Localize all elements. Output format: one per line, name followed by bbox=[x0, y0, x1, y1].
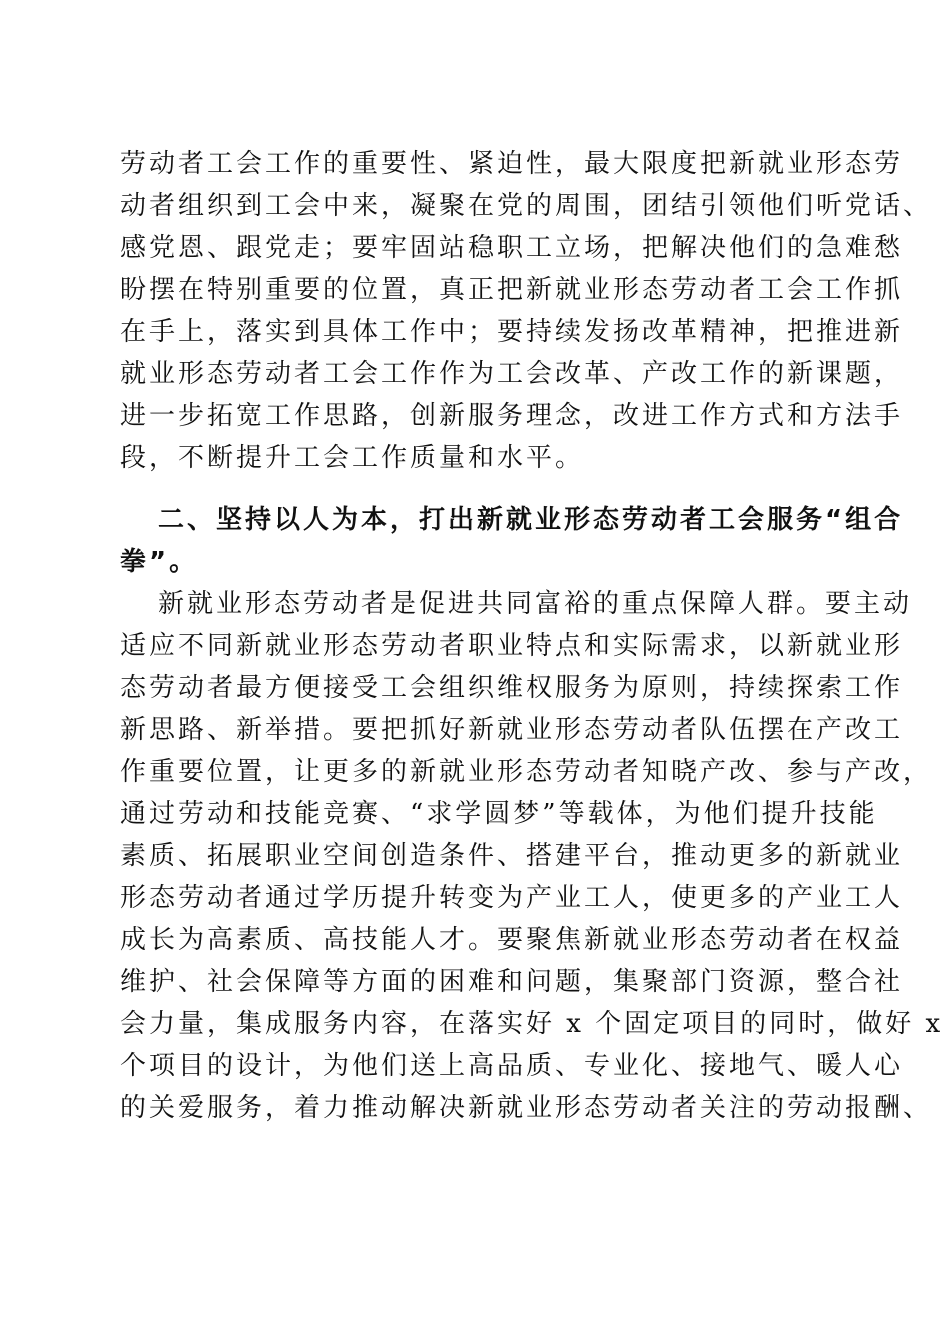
paragraph-2-line: 的关爱服务，着力推动解决新就业形态劳动者关注的劳动报酬、 bbox=[120, 1093, 933, 1123]
paragraph-1-line: 段，不断提升工会工作质量和水平。 bbox=[120, 443, 585, 473]
paragraph-2-line: 作重要位置，让更多的新就业形态劳动者知晓产改、参与产改， bbox=[120, 757, 933, 787]
paragraph-2-line: 素质、拓展职业空间创造条件、搭建平台，推动更多的新就业 bbox=[120, 841, 904, 871]
paragraph-2-line: 会力量，集成服务内容，在落实好 x 个固定项目的同时，做好 x bbox=[120, 1009, 944, 1039]
paragraph-2-line: 形态劳动者通过学历提升转变为产业工人，使更多的产业工人 bbox=[120, 883, 904, 913]
paragraph-2-line: 新思路、新举措。要把抓好新就业形态劳动者队伍摆在产改工 bbox=[120, 715, 904, 745]
paragraph-2-line: 通过劳动和技能竞赛、“求学圆梦”等载体，为他们提升技能 bbox=[120, 799, 878, 829]
paragraph-2-line: 适应不同新就业形态劳动者职业特点和实际需求，以新就业形 bbox=[120, 631, 904, 661]
paragraph-1-line: 劳动者工会工作的重要性、紧迫性，最大限度把新就业形态劳 bbox=[120, 149, 904, 179]
paragraph-1-line: 进一步拓宽工作思路，创新服务理念，改进工作方式和方法手 bbox=[120, 401, 904, 431]
paragraph-1-line: 感党恩、跟党走；要牢固站稳职工立场，把解决他们的急难愁 bbox=[120, 233, 904, 263]
paragraph-1-line: 在手上，落实到具体工作中；要持续发扬改革精神，把推进新 bbox=[120, 317, 904, 347]
paragraph-1-line: 盼摆在特别重要的位置，真正把新就业形态劳动者工会工作抓 bbox=[120, 275, 904, 305]
paragraph-2-line: 成长为高素质、高技能人才。要聚焦新就业形态劳动者在权益 bbox=[120, 925, 904, 955]
paragraph-2-line: 新就业形态劳动者是促进共同富裕的重点保障人群。要主动 bbox=[158, 589, 913, 619]
paragraph-1-line: 就业形态劳动者工会工作作为工会改革、产改工作的新课题， bbox=[120, 359, 904, 389]
paragraph-2-line: 态劳动者最方便接受工会组织维权服务为原则，持续探索工作 bbox=[120, 673, 904, 703]
paragraph-2-line: 个项目的设计，为他们送上高品质、专业化、接地气、暖人心 bbox=[120, 1051, 904, 1081]
section-heading-line: 二、坚持以人为本，打出新就业形态劳动者工会服务“组合 bbox=[158, 505, 904, 535]
paragraph-2-line: 维护、社会保障等方面的困难和问题，集聚部门资源，整合社 bbox=[120, 967, 904, 997]
paragraph-1-line: 动者组织到工会中来，凝聚在党的周围，团结引领他们听党话、 bbox=[120, 191, 933, 221]
section-heading-line: 拳”。 bbox=[120, 547, 199, 577]
